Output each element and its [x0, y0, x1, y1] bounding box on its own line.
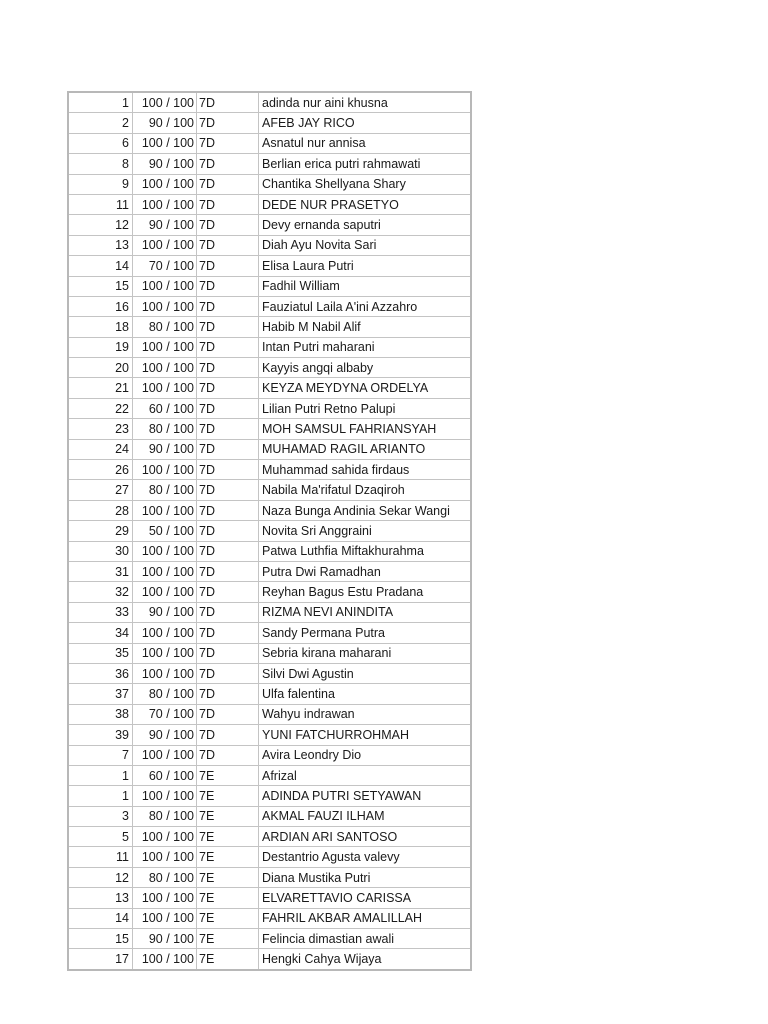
class-cell: 7D — [197, 704, 259, 724]
class-cell: 7D — [197, 561, 259, 581]
table-row — [68, 827, 471, 847]
class-cell: 7D — [197, 480, 259, 500]
class-cell: 7E — [197, 867, 259, 887]
score-table-body — [68, 92, 471, 970]
row-number-cell: 9 — [68, 174, 133, 194]
score-cell: 100 / 100 — [133, 194, 197, 214]
table-row — [68, 745, 471, 765]
score-cell: 80 / 100 — [133, 806, 197, 826]
student-name-cell: Felincia dimastian awali — [259, 929, 472, 949]
class-cell: 7D — [197, 92, 259, 113]
class-cell: 7E — [197, 929, 259, 949]
student-name-cell: Berlian erica putri rahmawati — [259, 154, 472, 174]
row-number-cell: 11 — [68, 194, 133, 214]
student-name-cell: adinda nur aini khusna — [259, 92, 472, 113]
class-cell: 7E — [197, 949, 259, 970]
score-cell: 70 / 100 — [133, 256, 197, 276]
class-cell: 7D — [197, 684, 259, 704]
table-row — [68, 582, 471, 602]
class-cell: 7D — [197, 541, 259, 561]
table-row — [68, 317, 471, 337]
score-cell: 100 / 100 — [133, 296, 197, 316]
table-row — [68, 765, 471, 785]
row-number-cell: 23 — [68, 419, 133, 439]
row-number-cell: 12 — [68, 867, 133, 887]
table-row — [68, 623, 471, 643]
class-cell: 7D — [197, 582, 259, 602]
student-name-cell: Habib M Nabil Alif — [259, 317, 472, 337]
score-cell: 90 / 100 — [133, 725, 197, 745]
row-number-cell: 16 — [68, 296, 133, 316]
row-number-cell: 14 — [68, 908, 133, 928]
score-cell: 90 / 100 — [133, 439, 197, 459]
row-number-cell: 11 — [68, 847, 133, 867]
score-cell: 100 / 100 — [133, 500, 197, 520]
class-cell: 7D — [197, 317, 259, 337]
row-number-cell: 38 — [68, 704, 133, 724]
score-cell: 80 / 100 — [133, 867, 197, 887]
class-cell: 7D — [197, 643, 259, 663]
score-cell: 70 / 100 — [133, 704, 197, 724]
row-number-cell: 35 — [68, 643, 133, 663]
table-row — [68, 786, 471, 806]
row-number-cell: 5 — [68, 827, 133, 847]
score-cell: 100 / 100 — [133, 582, 197, 602]
score-cell: 100 / 100 — [133, 276, 197, 296]
row-number-cell: 34 — [68, 623, 133, 643]
score-cell: 100 / 100 — [133, 949, 197, 970]
row-number-cell: 33 — [68, 602, 133, 622]
student-name-cell: Elisa Laura Putri — [259, 256, 472, 276]
class-cell: 7D — [197, 256, 259, 276]
class-cell: 7E — [197, 786, 259, 806]
row-number-cell: 39 — [68, 725, 133, 745]
score-cell: 90 / 100 — [133, 929, 197, 949]
class-cell: 7D — [197, 215, 259, 235]
table-row — [68, 174, 471, 194]
student-name-cell: Kayyis angqi albaby — [259, 358, 472, 378]
student-name-cell: Hengki Cahya Wijaya — [259, 949, 472, 970]
row-number-cell: 32 — [68, 582, 133, 602]
table-row — [68, 684, 471, 704]
row-number-cell: 7 — [68, 745, 133, 765]
student-name-cell: Lilian Putri Retno Palupi — [259, 398, 472, 418]
score-cell: 80 / 100 — [133, 419, 197, 439]
class-cell: 7E — [197, 847, 259, 867]
class-cell: 7D — [197, 500, 259, 520]
class-cell: 7D — [197, 358, 259, 378]
row-number-cell: 8 — [68, 154, 133, 174]
student-name-cell: Fadhil William — [259, 276, 472, 296]
class-cell: 7D — [197, 745, 259, 765]
class-cell: 7D — [197, 663, 259, 683]
class-cell: 7D — [197, 133, 259, 153]
score-cell: 60 / 100 — [133, 765, 197, 785]
student-name-cell: Naza Bunga Andinia Sekar Wangi — [259, 500, 472, 520]
class-cell: 7D — [197, 398, 259, 418]
row-number-cell: 22 — [68, 398, 133, 418]
class-cell: 7E — [197, 908, 259, 928]
student-name-cell: Diana Mustika Putri — [259, 867, 472, 887]
class-cell: 7D — [197, 113, 259, 133]
table-row — [68, 929, 471, 949]
row-number-cell: 15 — [68, 929, 133, 949]
score-cell: 90 / 100 — [133, 602, 197, 622]
table-row — [68, 296, 471, 316]
score-cell: 100 / 100 — [133, 358, 197, 378]
table-row — [68, 806, 471, 826]
score-cell: 100 / 100 — [133, 745, 197, 765]
row-number-cell: 37 — [68, 684, 133, 704]
student-name-cell: Intan Putri maharani — [259, 337, 472, 357]
class-cell: 7D — [197, 174, 259, 194]
row-number-cell: 1 — [68, 92, 133, 113]
score-cell: 100 / 100 — [133, 888, 197, 908]
table-row — [68, 378, 471, 398]
class-cell: 7D — [197, 725, 259, 745]
class-cell: 7E — [197, 888, 259, 908]
table-row — [68, 337, 471, 357]
student-name-cell: Reyhan Bagus Estu Pradana — [259, 582, 472, 602]
student-name-cell: Nabila Ma'rifatul Dzaqiroh — [259, 480, 472, 500]
student-name-cell: Diah Ayu Novita Sari — [259, 235, 472, 255]
score-cell: 90 / 100 — [133, 215, 197, 235]
table-row — [68, 439, 471, 459]
score-cell: 100 / 100 — [133, 623, 197, 643]
score-cell: 100 / 100 — [133, 561, 197, 581]
score-cell: 100 / 100 — [133, 337, 197, 357]
row-number-cell: 27 — [68, 480, 133, 500]
class-cell: 7D — [197, 378, 259, 398]
student-name-cell: Patwa Luthfia Miftakhurahma — [259, 541, 472, 561]
student-name-cell: Asnatul nur annisa — [259, 133, 472, 153]
score-cell: 90 / 100 — [133, 113, 197, 133]
row-number-cell: 1 — [68, 786, 133, 806]
student-name-cell: RIZMA NEVI ANINDITA — [259, 602, 472, 622]
row-number-cell: 12 — [68, 215, 133, 235]
table-row — [68, 704, 471, 724]
table-row — [68, 725, 471, 745]
student-name-cell: Muhammad sahida firdaus — [259, 460, 472, 480]
score-cell: 100 / 100 — [133, 847, 197, 867]
student-name-cell: Wahyu indrawan — [259, 704, 472, 724]
student-name-cell: Chantika Shellyana Shary — [259, 174, 472, 194]
class-cell: 7E — [197, 806, 259, 826]
class-cell: 7D — [197, 194, 259, 214]
row-number-cell: 21 — [68, 378, 133, 398]
score-cell: 100 / 100 — [133, 908, 197, 928]
score-cell: 100 / 100 — [133, 133, 197, 153]
class-cell: 7D — [197, 460, 259, 480]
score-cell: 100 / 100 — [133, 235, 197, 255]
score-cell: 80 / 100 — [133, 480, 197, 500]
class-cell: 7D — [197, 154, 259, 174]
row-number-cell: 28 — [68, 500, 133, 520]
student-name-cell: MOH SAMSUL FAHRIANSYAH — [259, 419, 472, 439]
row-number-cell: 13 — [68, 888, 133, 908]
student-name-cell: ELVARETTAVIO CARISSA — [259, 888, 472, 908]
table-row — [68, 561, 471, 581]
score-cell: 80 / 100 — [133, 684, 197, 704]
score-cell: 100 / 100 — [133, 378, 197, 398]
class-cell: 7D — [197, 337, 259, 357]
score-cell: 100 / 100 — [133, 541, 197, 561]
student-name-cell: Devy ernanda saputri — [259, 215, 472, 235]
student-name-cell: Sebria kirana maharani — [259, 643, 472, 663]
row-number-cell: 13 — [68, 235, 133, 255]
student-name-cell: AFEB JAY RICO — [259, 113, 472, 133]
row-number-cell: 29 — [68, 521, 133, 541]
score-cell: 100 / 100 — [133, 786, 197, 806]
score-cell: 50 / 100 — [133, 521, 197, 541]
student-name-cell: Silvi Dwi Agustin — [259, 663, 472, 683]
row-number-cell: 18 — [68, 317, 133, 337]
class-cell: 7D — [197, 235, 259, 255]
table-row — [68, 460, 471, 480]
score-cell: 60 / 100 — [133, 398, 197, 418]
row-number-cell: 26 — [68, 460, 133, 480]
row-number-cell: 36 — [68, 663, 133, 683]
table-row — [68, 419, 471, 439]
table-row — [68, 92, 471, 113]
table-row — [68, 867, 471, 887]
row-number-cell: 1 — [68, 765, 133, 785]
table-row — [68, 908, 471, 928]
student-name-cell: Sandy Permana Putra — [259, 623, 472, 643]
table-row — [68, 847, 471, 867]
class-cell: 7D — [197, 623, 259, 643]
table-row — [68, 949, 471, 970]
table-row — [68, 276, 471, 296]
score-cell: 100 / 100 — [133, 460, 197, 480]
row-number-cell: 17 — [68, 949, 133, 970]
student-name-cell: DEDE NUR PRASETYO — [259, 194, 472, 214]
table-row — [68, 602, 471, 622]
student-name-cell: AKMAL FAUZI ILHAM — [259, 806, 472, 826]
student-name-cell: Destantrio Agusta valevy — [259, 847, 472, 867]
table-row — [68, 194, 471, 214]
table-row — [68, 154, 471, 174]
student-name-cell: YUNI FATCHURROHMAH — [259, 725, 472, 745]
student-name-cell: Avira Leondry Dio — [259, 745, 472, 765]
row-number-cell: 2 — [68, 113, 133, 133]
score-cell: 80 / 100 — [133, 317, 197, 337]
student-name-cell: Putra Dwi Ramadhan — [259, 561, 472, 581]
class-cell: 7D — [197, 296, 259, 316]
table-row — [68, 500, 471, 520]
row-number-cell: 24 — [68, 439, 133, 459]
table-row — [68, 133, 471, 153]
table-row — [68, 113, 471, 133]
table-row — [68, 215, 471, 235]
student-name-cell: Fauziatul Laila A'ini Azzahro — [259, 296, 472, 316]
table-row — [68, 480, 471, 500]
row-number-cell: 3 — [68, 806, 133, 826]
table-row — [68, 358, 471, 378]
table-row — [68, 888, 471, 908]
score-cell: 100 / 100 — [133, 92, 197, 113]
score-cell: 100 / 100 — [133, 643, 197, 663]
student-name-cell: Novita Sri Anggraini — [259, 521, 472, 541]
row-number-cell: 20 — [68, 358, 133, 378]
score-cell: 100 / 100 — [133, 174, 197, 194]
student-name-cell: ARDIAN ARI SANTOSO — [259, 827, 472, 847]
class-cell: 7E — [197, 827, 259, 847]
table-row — [68, 663, 471, 683]
student-name-cell: Ulfa falentina — [259, 684, 472, 704]
row-number-cell: 6 — [68, 133, 133, 153]
row-number-cell: 15 — [68, 276, 133, 296]
class-cell: 7D — [197, 276, 259, 296]
score-cell: 90 / 100 — [133, 154, 197, 174]
class-cell: 7D — [197, 419, 259, 439]
class-cell: 7D — [197, 521, 259, 541]
score-cell: 100 / 100 — [133, 827, 197, 847]
score-table — [67, 91, 472, 971]
student-name-cell: MUHAMAD RAGIL ARIANTO — [259, 439, 472, 459]
class-cell: 7D — [197, 602, 259, 622]
table-row — [68, 521, 471, 541]
row-number-cell: 14 — [68, 256, 133, 276]
student-name-cell: ADINDA PUTRI SETYAWAN — [259, 786, 472, 806]
table-row — [68, 398, 471, 418]
student-name-cell: FAHRIL AKBAR AMALILLAH — [259, 908, 472, 928]
row-number-cell: 30 — [68, 541, 133, 561]
student-name-cell: Afrizal — [259, 765, 472, 785]
table-row — [68, 643, 471, 663]
class-cell: 7E — [197, 765, 259, 785]
score-cell: 100 / 100 — [133, 663, 197, 683]
student-name-cell: KEYZA MEYDYNA ORDELYA — [259, 378, 472, 398]
class-cell: 7D — [197, 439, 259, 459]
table-row — [68, 256, 471, 276]
row-number-cell: 19 — [68, 337, 133, 357]
row-number-cell: 31 — [68, 561, 133, 581]
table-row — [68, 235, 471, 255]
table-row — [68, 541, 471, 561]
